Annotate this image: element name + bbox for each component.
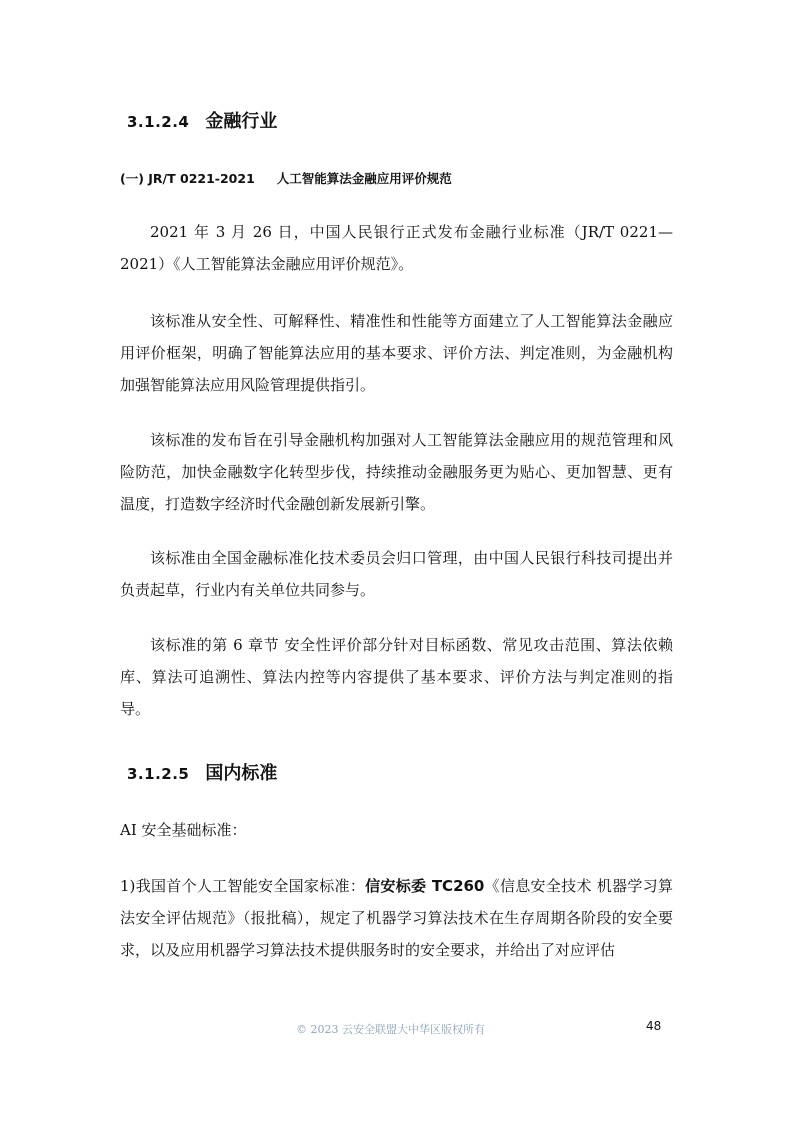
section-heading-finance [127, 107, 277, 133]
copyright-footer: © 2023 云安全联盟大中华区版权所有 [296, 1023, 485, 1036]
ai-intro-line: AI 安全基础标准： [120, 821, 247, 839]
subsection-heading [120, 169, 452, 187]
section-number: 3.1.2.5 [127, 765, 190, 783]
paragraph-purpose: 该标准的发布旨在引导金融机构加强对人工智能算法金融应用的规范管理和风险防范，加快金融数字化转型步伐，持续推动金融服务更为贴心、更加智慧、更有温度，打造数字经济时代金融创新发展新引擎。 [120, 431, 673, 513]
paragraph-release: 2021 年 3 月 26 日，中国人民银行正式发布金融行业标准（JR/T 0221—2021）《人工智能算法金融应用评价规范》。 [120, 223, 673, 273]
paragraph-management: 该标准由全国金融标准化技术委员会归口管理，由中国人民银行科技司提出并负责起草，行业内有关单位共同参与。 [120, 549, 673, 599]
paragraph-chapter6: 该标准的第 6 章节 安全性评价部分针对目标函数、常见攻击范围、算法依赖库、算法可追溯性、算法内控等内容提供了基本要求、评价方法与判定准则的指导。 [120, 636, 673, 718]
standard-code: (一) JR/T 0221-2021 [120, 171, 255, 186]
section-number: 3.1.2.4 [127, 113, 190, 131]
item-bold-org: 信安标委 TC260 [365, 877, 485, 895]
section-title: 国内标准 [205, 763, 278, 784]
list-item-1 [120, 870, 673, 966]
section-heading-domestic [127, 759, 277, 785]
item-body: 《信息安全技术 机器学习算法安全评估规范》（报批稿），规定了机器学习算法技术在生存周期各阶段的安全要求，以及应用机器学习算法技术提供服务时的安全要求，并给出了对应评估 [120, 877, 673, 959]
page-number: 48 [646, 1019, 662, 1033]
paragraph-framework: 该标准从安全性、可解释性、精准性和性能等方面建立了人工智能算法金融应用评价框架，明确了智能算法应用的基本要求、评价方法、判定准则，为金融机构加强智能算法应用风险管理提供指引。 [120, 312, 673, 394]
item-prefix: 1)我国首个人工智能安全国家标准： [120, 877, 366, 895]
standard-title: 人工智能算法金融应用评价规范 [276, 171, 452, 186]
section-title: 金融行业 [205, 111, 278, 132]
